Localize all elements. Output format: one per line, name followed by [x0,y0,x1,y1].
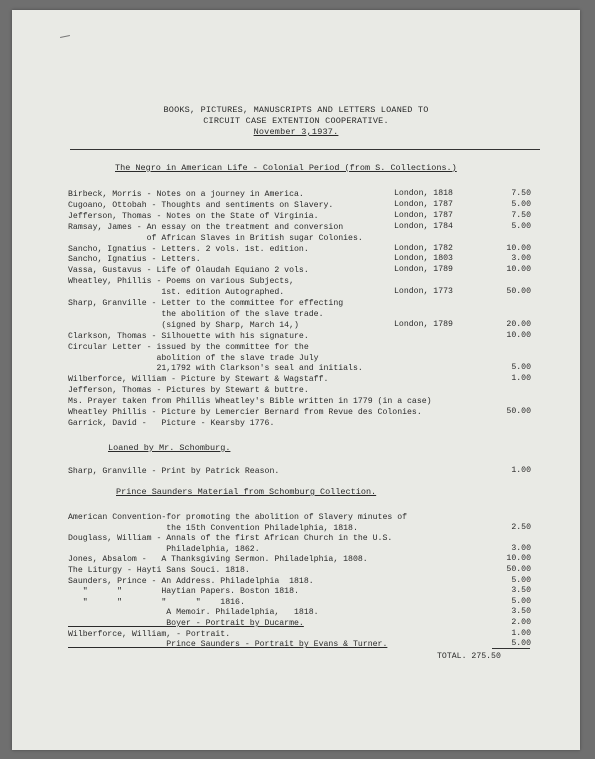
item-text: Ms. Prayer taken from Phillis Wheatley's Bible written in 1779 (in a case) [68,397,432,407]
item-text: Ramsay, James - An essay on the treatment and conversion [68,222,344,232]
item-amount: 5.00 [511,199,531,209]
item-amount: 3.00 [511,254,531,264]
item-text: " " Haytian Papers. Boston 1818. [68,587,299,597]
item-text: " " " " 1816. [68,597,245,607]
item-text: American Convention-for promoting the abolition of Slavery minutes of [68,513,408,522]
item-text: Wheatley, Phillis - Poems on various Subjects, [68,277,295,287]
item-amount: 50.00 [506,287,531,297]
item-text: (signed by Sharp, March 14,) [68,320,299,330]
item-text: Douglass, William - Annals of the first African Church in the U.S. [68,534,393,544]
item-amount: 10.00 [506,330,531,340]
item-text: of African Slaves in British sugar Colonies. [68,233,363,243]
item-text: abolition of the slave trade July [68,353,319,363]
item-amount: 10.00 [506,554,531,564]
item-amount: 50.00 [506,565,531,574]
item-amount: 5.00 [511,596,531,606]
item-place-year: London, 1787 [394,210,453,220]
section-heading-colonial: The Negro in American Life - Colonial Period (from S. Collections.) [115,163,457,173]
total-divider [492,648,530,649]
item-text: A Memoir. Philadelphia, 1818. [68,608,319,618]
item-amount: 20.00 [506,319,531,329]
item-amount: 5.00 [511,363,531,373]
item-text: Birbeck, Morris - Notes on a journey in America. [68,190,304,199]
item-text: Sancho, Ignatius - Letters. [68,255,201,265]
item-amount: 3.50 [511,607,531,617]
item-amount: 1.00 [511,374,531,384]
item-place-year: London, 1818 [394,189,453,198]
document-content [12,10,580,750]
item-text: Prince Saunders - Portrait by Evans & Turner. [68,640,388,650]
item-text: Wheatley Phillis - Picture by Lemercier Bernard from Revue des Colonies. [68,408,422,417]
item-place-year: London, 1782 [394,243,453,253]
item-amount: 50.00 [506,407,531,416]
total-value: 275.50 [471,652,501,661]
item-text: Clarkson, Thomas - Silhouette with his signature. [68,331,309,341]
section-heading-prince-saunders: Prince Saunders Material from Schomburg Collection. [116,487,377,497]
item-amount: 3.00 [511,543,531,553]
item-place-year: London, 1803 [394,254,453,264]
item-text: Vassa, Gustavus - Life of Olaudah Equiano 2 vols. [68,266,309,276]
item-text: Garrick, David - Picture - Kearsby 1776. [68,418,275,428]
item-place-year: London, 1773 [394,287,453,297]
item-amount: 10.00 [506,243,531,253]
item-amount: 2.50 [511,522,531,532]
item-amount: 5.00 [511,221,531,231]
item-amount: 2.00 [511,618,531,627]
item-place-year: London, 1789 [394,265,453,275]
item-text: The Liturgy - Hayti Sans Souci. 1818. [68,566,250,575]
date-text: November 3,1937. [253,127,339,137]
title-line-1: BOOKS, PICTURES, MANUSCRIPTS AND LETTERS LOANED TO [163,105,429,115]
total-label: TOTAL. [437,652,467,661]
title-line-2: CIRCUIT CASE EXTENTION COOPERATIVE. [203,116,389,126]
item-amount: 7.50 [511,210,531,220]
item-text: Wilberforce, William - Picture by Stewart & Wagstaff. [68,375,329,385]
item-amount: 5.00 [511,639,531,649]
item-text: Circular Letter - issued by the committee for the [68,342,309,352]
item-text: Wilberforce, William, - Portrait. [68,629,231,639]
item-text: Philadelphia, 1862. [68,544,260,554]
item-text: the 15th Convention Philadelphia, 1818. [68,523,358,533]
header-divider [70,149,540,150]
item-amount: 10.00 [506,265,531,275]
document-page [12,10,580,750]
document-date [12,127,580,137]
item-text: Jefferson, Thomas - Notes on the State of Virginia. [68,211,319,221]
total-line [437,651,501,662]
item-place-year: London, 1789 [394,319,453,329]
item-amount: 3.50 [511,586,531,596]
item-text: Jones, Absalom - A Thanksgiving Sermon. Philadelphia, 1808. [68,555,368,565]
item-text: Cugoano, Ottobah - Thoughts and sentiments on Slavery. [68,200,334,210]
item-text: Saunders, Prince - An Address. Philadelphia 1818. [68,576,314,586]
item-amount: 5.00 [511,575,531,585]
item-text: Jefferson, Thomas - Pictures by Stewart & buttre. [68,386,309,396]
item-text: 21,1792 with Clarkson's seal and initials. [68,364,363,374]
item-text: Sharp, Granville - Letter to the committee for effecting [68,299,344,308]
section-heading-schomburg-loan: Loaned by Mr. Schomburg. [108,443,231,453]
item-amount: 1.00 [511,466,531,475]
item-text: Sharp, Granville - Print by Patrick Reason. [68,467,280,476]
item-text: the abolition of the slave trade. [68,309,324,319]
item-place-year: London, 1787 [394,199,453,209]
pen-mark [60,35,70,38]
item-amount: 1.00 [511,628,531,638]
item-text: Sancho, Ignatius - Letters. 2 vols. 1st. edition. [68,244,309,254]
item-text: Boyer - Portrait by Ducarme. [68,619,304,628]
item-place-year: London, 1784 [394,221,453,231]
item-amount: 7.50 [511,189,531,198]
item-text: 1st. edition Autographed. [68,288,285,298]
